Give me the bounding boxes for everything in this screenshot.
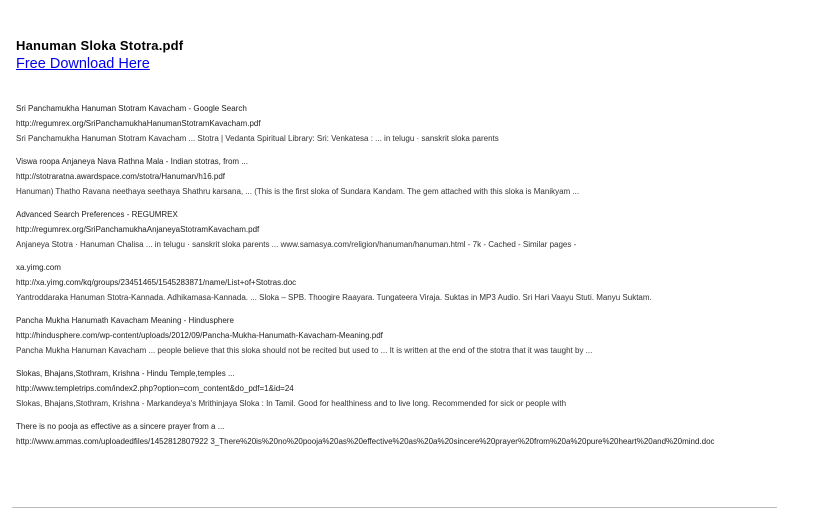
result-url: http://xa.yimg.com/kq/groups/23451465/1545283871/name/List+of+Stotras.doc — [16, 278, 297, 287]
result-title: Advanced Search Preferences - REGUMREX — [16, 210, 178, 219]
result-title: Pancha Mukha Hanumath Kavacham Meaning - Hindusphere — [16, 316, 234, 325]
result-snippet: Yantroddaraka Hanuman Stotra-Kannada. Adhikamasa-Kannada. ... Sloka – SPB. Thoogire Raayara. Tungateera Viraja. Suktas in MP3 Audio. Sri Hari Vaayu Stuti. Manyu Suktam. — [16, 293, 652, 302]
result-snippet: Hanuman) Thatho Ravana neethaya seethaya Shathru karsana, ... (This is the first sloka of Sundara Kandam. The gem attached with this sloka is Manikyam ... — [16, 187, 580, 196]
result-item — [16, 263, 812, 302]
result-title: There is no pooja as effective as a sincere prayer from a ... — [16, 422, 225, 431]
result-url: http://stotraratna.awardspace.com/stotra/Hanuman/h16.pdf — [16, 172, 226, 181]
result-item — [16, 316, 812, 355]
result-item — [16, 369, 812, 408]
result-title: Viswa roopa Anjaneya Nava Rathna Mala - Indian stotras, from ... — [16, 157, 248, 166]
result-snippet: Slokas, Bhajans,Stothram, Krishna - Markandeya's Mrithinjaya Sloka : In Tamil. Good for healthiness and to live long. Recommended for sick or people with — [16, 399, 567, 408]
result-snippet: Sri Panchamukha Hanuman Stotram Kavacham ... Stotra | Vedanta Spiritual Library: Sri: Venkatesa : ... in telugu · sanskrit sloka parents — [16, 134, 499, 143]
result-title: Sri Panchamukha Hanuman Stotram Kavacham - Google Search — [16, 104, 247, 113]
result-url: http://www.templetrips.com/index2.php?option=com_content&do_pdf=1&id=24 — [16, 384, 294, 393]
document-title: Hanuman Sloka Stotra.pdf — [16, 38, 184, 53]
result-item — [16, 422, 812, 447]
result-url: http://www.ammas.com/uploadedfiles/1452812807922 3_There%20is%20no%20pooja%20as%20effective%20as%20a%20sincere%20prayer%20from%20a%20pure%20heart%20and%20mind.doc — [16, 437, 715, 446]
result-url: http://hindusphere.com/wp-content/uploads/2012/09/Pancha-Mukha-Hanumath-Kavacham-Meaning.pdf — [16, 331, 383, 340]
result-url: http://regumrex.org/SriPanchamukhaHanumanStotramKavacham.pdf — [16, 119, 261, 128]
result-url: http://regumrex.org/SriPanchamukhaAnjaneyaStotramKavacham.pdf — [16, 225, 260, 234]
result-item — [16, 104, 812, 143]
result-item — [16, 157, 812, 196]
results-list — [16, 104, 812, 461]
result-item — [16, 210, 812, 249]
result-snippet: Anjaneya Stotra · Hanuman Chalisa ... in telugu · sanskrit sloka parents ... www.samasya.com/religion/hanuman/hanuman.html - 7k - Cached - Similar pages - — [16, 240, 577, 249]
result-title: Slokas, Bhajans,Stothram, Krishna - Hindu Temple,temples ... — [16, 369, 235, 378]
result-snippet: Pancha Mukha Hanuman Kavacham ... people believe that this sloka should not be recited but used to ... It is written at the end of the stotra that it was taught by ... — [16, 346, 593, 355]
footer-divider — [12, 507, 777, 508]
result-title: xa.yimg.com — [16, 263, 61, 272]
free-download-link[interactable]: Free Download Here — [16, 56, 150, 72]
